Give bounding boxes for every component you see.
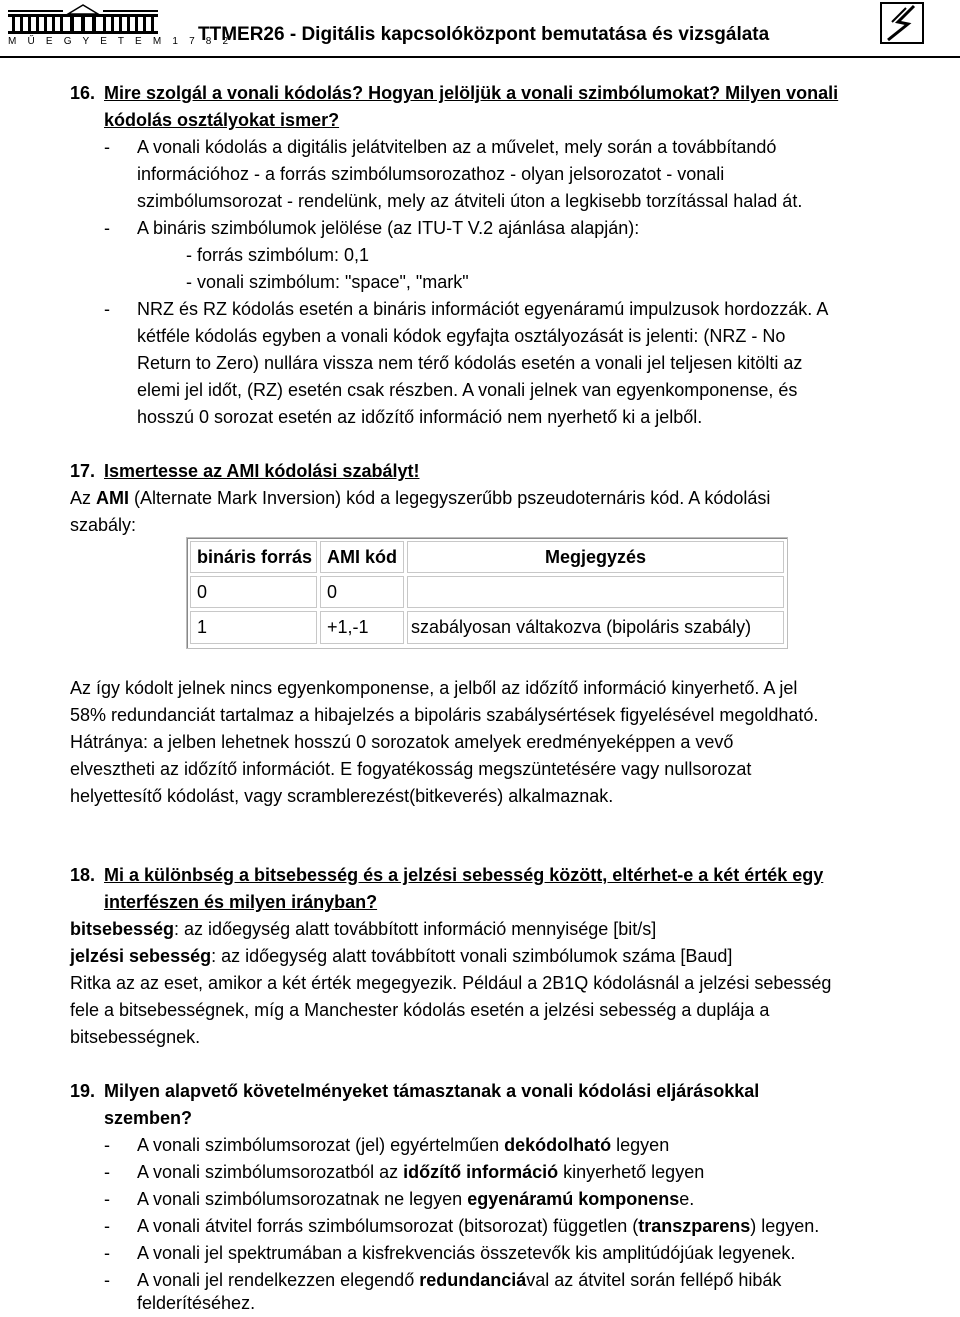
q17-after-line3: Hátránya: a jelben lehetnek hosszú 0 sorozatok amelyek eredményeképpen a vevő — [70, 732, 734, 752]
q18-para-line3: bitsebességnek. — [70, 1027, 201, 1047]
q19-item-3: A vonali szimbólumsorozatnak ne legyen egyenáramú komponense. — [137, 1189, 695, 1209]
bullet-dash: - — [104, 1189, 110, 1209]
q16-para3-line5: hosszú 0 sorozat esetén az időzítő információ nem nyerhető ki a jelből. — [137, 407, 703, 427]
bullet-dash: - — [104, 1135, 110, 1155]
lightning-logo-icon — [880, 2, 924, 44]
table-cell — [407, 576, 784, 608]
table-cell: szabályosan váltakozva (bipoláris szabály) — [407, 611, 784, 644]
q16-number: 16. — [70, 83, 96, 103]
q16-para3-line1: NRZ és RZ kódolás esetén a bináris információt egyenáramú impulzusok hordozzák. A — [137, 299, 829, 319]
bullet-dash: - — [104, 1162, 110, 1182]
table-cell: 1 — [190, 611, 317, 644]
q17-after-line2: 58% redundanciát tartalmaz a hibajelzés a bipoláris szabálysértések figyelésével megoldható. — [70, 705, 819, 725]
q16-para1-line2: információhoz - a forrás szimbólumsorozathoz - olyan jelsorozatot - vonali — [137, 164, 725, 184]
q19-title-line2: szemben? — [104, 1108, 193, 1128]
table-header-cell: bináris forrás — [190, 541, 317, 573]
q18-para-line1: Ritka az az eset, amikor a két érték megegyezik. Például a 2B1Q kódolásnál a jelzési sebesség — [70, 973, 832, 993]
table-cell: 0 — [320, 576, 404, 608]
building-logo-icon — [8, 4, 158, 34]
bullet-dash: - — [104, 299, 110, 319]
q16-para3-line3: Return to Zero) nullára vissza nem térő kódolás esetén a vonali jel teljesen kitölti az — [137, 353, 803, 373]
table-header-cell: Megjegyzés — [407, 541, 784, 573]
q16-para1-line3: szimbólumsorozat - rendelünk, mely az átviteli úton a legkisebb torzítással halad át. — [137, 191, 803, 211]
q17-number: 17. — [70, 461, 96, 481]
header-divider — [0, 56, 960, 58]
q16-title-line1: Mire szolgál a vonali kódolás? Hogyan jelöljük a vonali szimbólumokat? Milyen vonali — [104, 83, 839, 103]
q19-item-5: A vonali jel spektrumában a kisfrekvenciás összetevők kis amplitúdójúak legyenek. — [137, 1243, 796, 1263]
q17-intro-line1: Az AMI (Alternate Mark Inversion) kód a legegyszerűbb pszeudoternáris kód. A kódolási — [70, 488, 771, 508]
bullet-dash: - — [104, 1216, 110, 1236]
bullet-dash: - — [104, 1270, 110, 1290]
table-header-cell: AMI kód — [320, 541, 404, 573]
q16-sub-item-line: - vonali szimbólum: "space", "mark" — [186, 272, 469, 292]
q18-baudrate-def: jelzési sebesség: az időegység alatt továbbított vonali szimbólumok száma [Baud] — [70, 946, 733, 966]
q17-title: Ismertesse az AMI kódolási szabályt! — [104, 461, 420, 481]
q18-title-line1: Mi a különbség a bitsebesség és a jelzési sebesség között, eltérhet-e a két érték egy — [104, 865, 824, 885]
q16-para3-line2: kétféle kódolás egyben a vonali kódok egyfajta osztályozását is jelenti: (NRZ - No — [137, 326, 786, 346]
table-cell: +1,-1 — [320, 611, 404, 644]
q17-after-line4: elvesztheti az időzítő információt. E fogyatékosság megszüntetésére vagy nullsorozat — [70, 759, 752, 779]
q17-after-line5: helyettesítő kódolást, vagy scramblerezést(bitkeverés) alkalmaznak. — [70, 786, 614, 806]
q18-number: 18. — [70, 865, 96, 885]
q19-item-4: A vonali átvitel forrás szimbólumsorozat (bitsorozat) független (transzparens) legyen. — [137, 1216, 820, 1236]
q17-after-line1: Az így kódolt jelnek nincs egyenkomponense, a jelből az időzítő információ kinyerhető. A jel — [70, 678, 798, 698]
table-cell: 0 — [190, 576, 317, 608]
q16-sub-item-source: - forrás szimbólum: 0,1 — [186, 245, 370, 265]
q18-title-line2: interfészen és milyen irányban? — [104, 892, 378, 912]
page-header — [0, 0, 960, 60]
q16-para1-line1: A vonali kódolás a digitális jelátvitelben az a művelet, mely során a továbbítandó — [137, 137, 777, 157]
q19-item-6: A vonali jel rendelkezzen elegendő redundanciával az átvitel során fellépő hibák — [137, 1270, 782, 1290]
q19-item-1: A vonali szimbólumsorozat (jel) egyértelműen dekódolható legyen — [137, 1135, 670, 1155]
q19-number: 19. — [70, 1081, 96, 1101]
document-title: TTMER26 - Digitális kapcsolóközpont bemutatása és vizsgálata — [198, 24, 770, 45]
university-logo — [8, 4, 233, 47]
q18-para-line2: fele a bitsebességnek, míg a Manchester kódolás esetén a jelzési sebesség a duplája a — [70, 1000, 770, 1020]
ami-coding-table — [186, 537, 788, 649]
q18-bitrate-def: bitsebesség: az időegység alatt továbbított információ mennyisége [bit/s] — [70, 919, 657, 939]
q17-intro-line2: szabály: — [70, 515, 137, 535]
q19-item-6-line2: felderítéséhez. — [137, 1293, 256, 1313]
logo-text: M Ű E G Y E T E M 1 7 8 2 — [8, 36, 233, 47]
q19-item-2: A vonali szimbólumsorozatból az időzítő információ kinyerhető legyen — [137, 1162, 705, 1182]
q19-title-line1: Milyen alapvető követelményeket támasztanak a vonali kódolási eljárásokkal — [104, 1081, 760, 1101]
q16-para2: A bináris szimbólumok jelölése (az ITU-T V.2 ajánlása alapján): — [137, 218, 640, 238]
bullet-dash: - — [104, 1243, 110, 1263]
bullet-dash: - — [104, 218, 110, 238]
q16-para3-line4: elemi jel időt, (RZ) esetén csak részben. A vonali jelnek van egyenkomponense, és — [137, 380, 798, 400]
q16-title-line2: kódolás osztályokat ismer? — [104, 110, 340, 130]
bullet-dash: - — [104, 137, 110, 157]
